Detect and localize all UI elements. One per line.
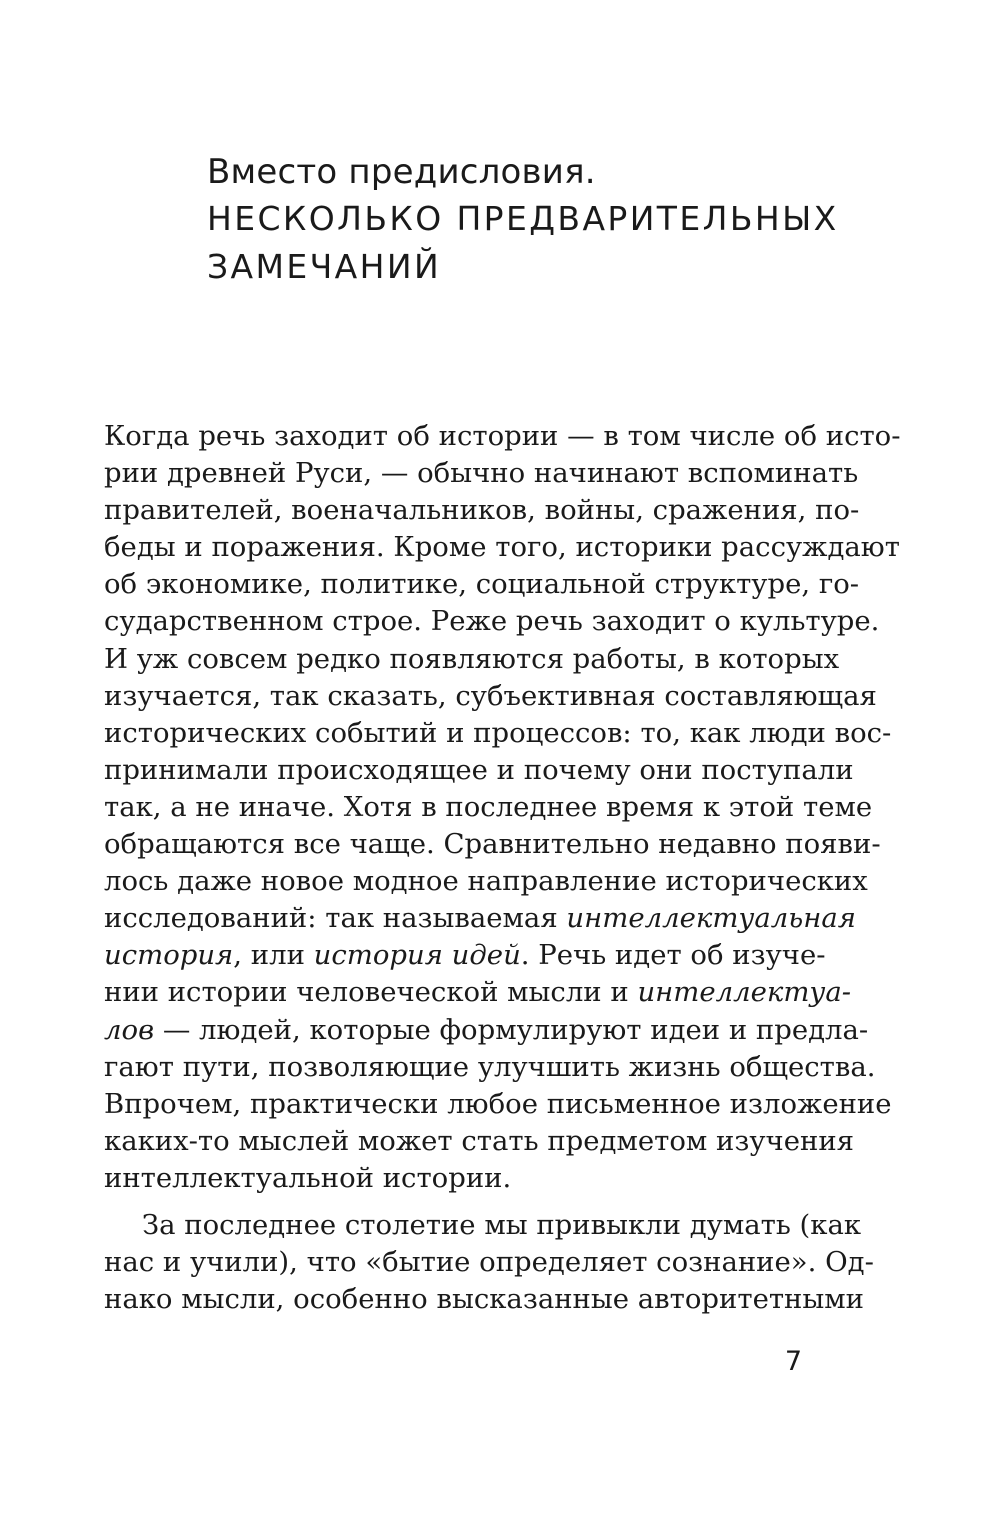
paragraph-spacer: [104, 1197, 802, 1207]
page-number: 7: [784, 1346, 802, 1377]
text-line: И уж совсем редко появляются работы, в которых: [104, 642, 840, 675]
text-line: каких-то мыслей может стать предметом изучения: [104, 1124, 854, 1157]
text-line: сударственном строе. Реже речь заходит о культуре.: [104, 605, 880, 638]
text-segment: . Речь идет об изуче-: [520, 939, 826, 972]
text-line: [104, 937, 826, 974]
text-line: [104, 900, 856, 937]
heading-title-line-1: НЕСКОЛЬКО ПРЕДВАРИТЕЛЬНЫХ: [207, 199, 839, 238]
italic-term: история идей: [313, 939, 521, 972]
text-line: беды и поражения. Кроме того, историки рассуждают: [104, 531, 900, 564]
text-line: гают пути, позволяющие улучшить жизнь общества.: [104, 1050, 876, 1083]
text-line: изучается, так сказать, субъективная составляющая: [104, 679, 877, 712]
text-line: исторических событий и процессов: то, как люди вос-: [104, 716, 892, 749]
text-segment: нии истории человеческой мысли и: [104, 976, 638, 1009]
italic-term: интеллектуа-: [637, 976, 852, 1009]
text-line: об экономике, политике, социальной структуре, го-: [104, 568, 860, 601]
heading-title-line-2: ЗАМЕЧАНИЙ: [207, 247, 442, 286]
paragraph-2: [104, 1207, 874, 1318]
text-line: [104, 974, 852, 1011]
italic-term: история: [104, 939, 234, 972]
text-line: Когда речь заходит об истории — в том числе об исто-: [104, 420, 901, 452]
text-line: правителей, военачальников, войны, сражения, по-: [104, 494, 860, 527]
italic-term: лов: [104, 1013, 155, 1046]
text-segment: исследований: так называемая: [104, 902, 567, 935]
text-line: принимали происходящее и почему они поступали: [104, 753, 854, 786]
text-line: обращаются все чаще. Сравнительно недавно появи-: [104, 828, 881, 861]
text-line: [104, 1012, 869, 1049]
heading-subtitle: Вместо предисловия.: [207, 152, 596, 192]
italic-term: интеллектуальная: [566, 902, 856, 935]
text-segment: — людей, которые формулируют идеи и предла-: [154, 1013, 869, 1046]
chapter-heading: [207, 150, 907, 291]
text-line: лось даже новое модное направление исторических: [104, 865, 868, 898]
text-line: нас и учили), что «бытие определяет сознание». Од-: [104, 1246, 874, 1279]
text-line: За последнее столетие мы привыкли думать (как: [142, 1208, 862, 1241]
text-line: рии древней Руси, — обычно начинают вспоминать: [104, 457, 859, 490]
text-line: нако мысли, особенно высказанные авторитетными: [104, 1283, 864, 1316]
paragraph-1: [104, 418, 901, 1197]
text-line: так, а не иначе. Хотя в последнее время к этой теме: [104, 790, 873, 823]
text-line: Впрочем, практически любое письменное изложение: [104, 1087, 892, 1120]
body-text: [104, 418, 901, 1318]
text-line: интеллектуальной истории.: [104, 1161, 512, 1194]
text-segment: , или: [233, 939, 314, 972]
